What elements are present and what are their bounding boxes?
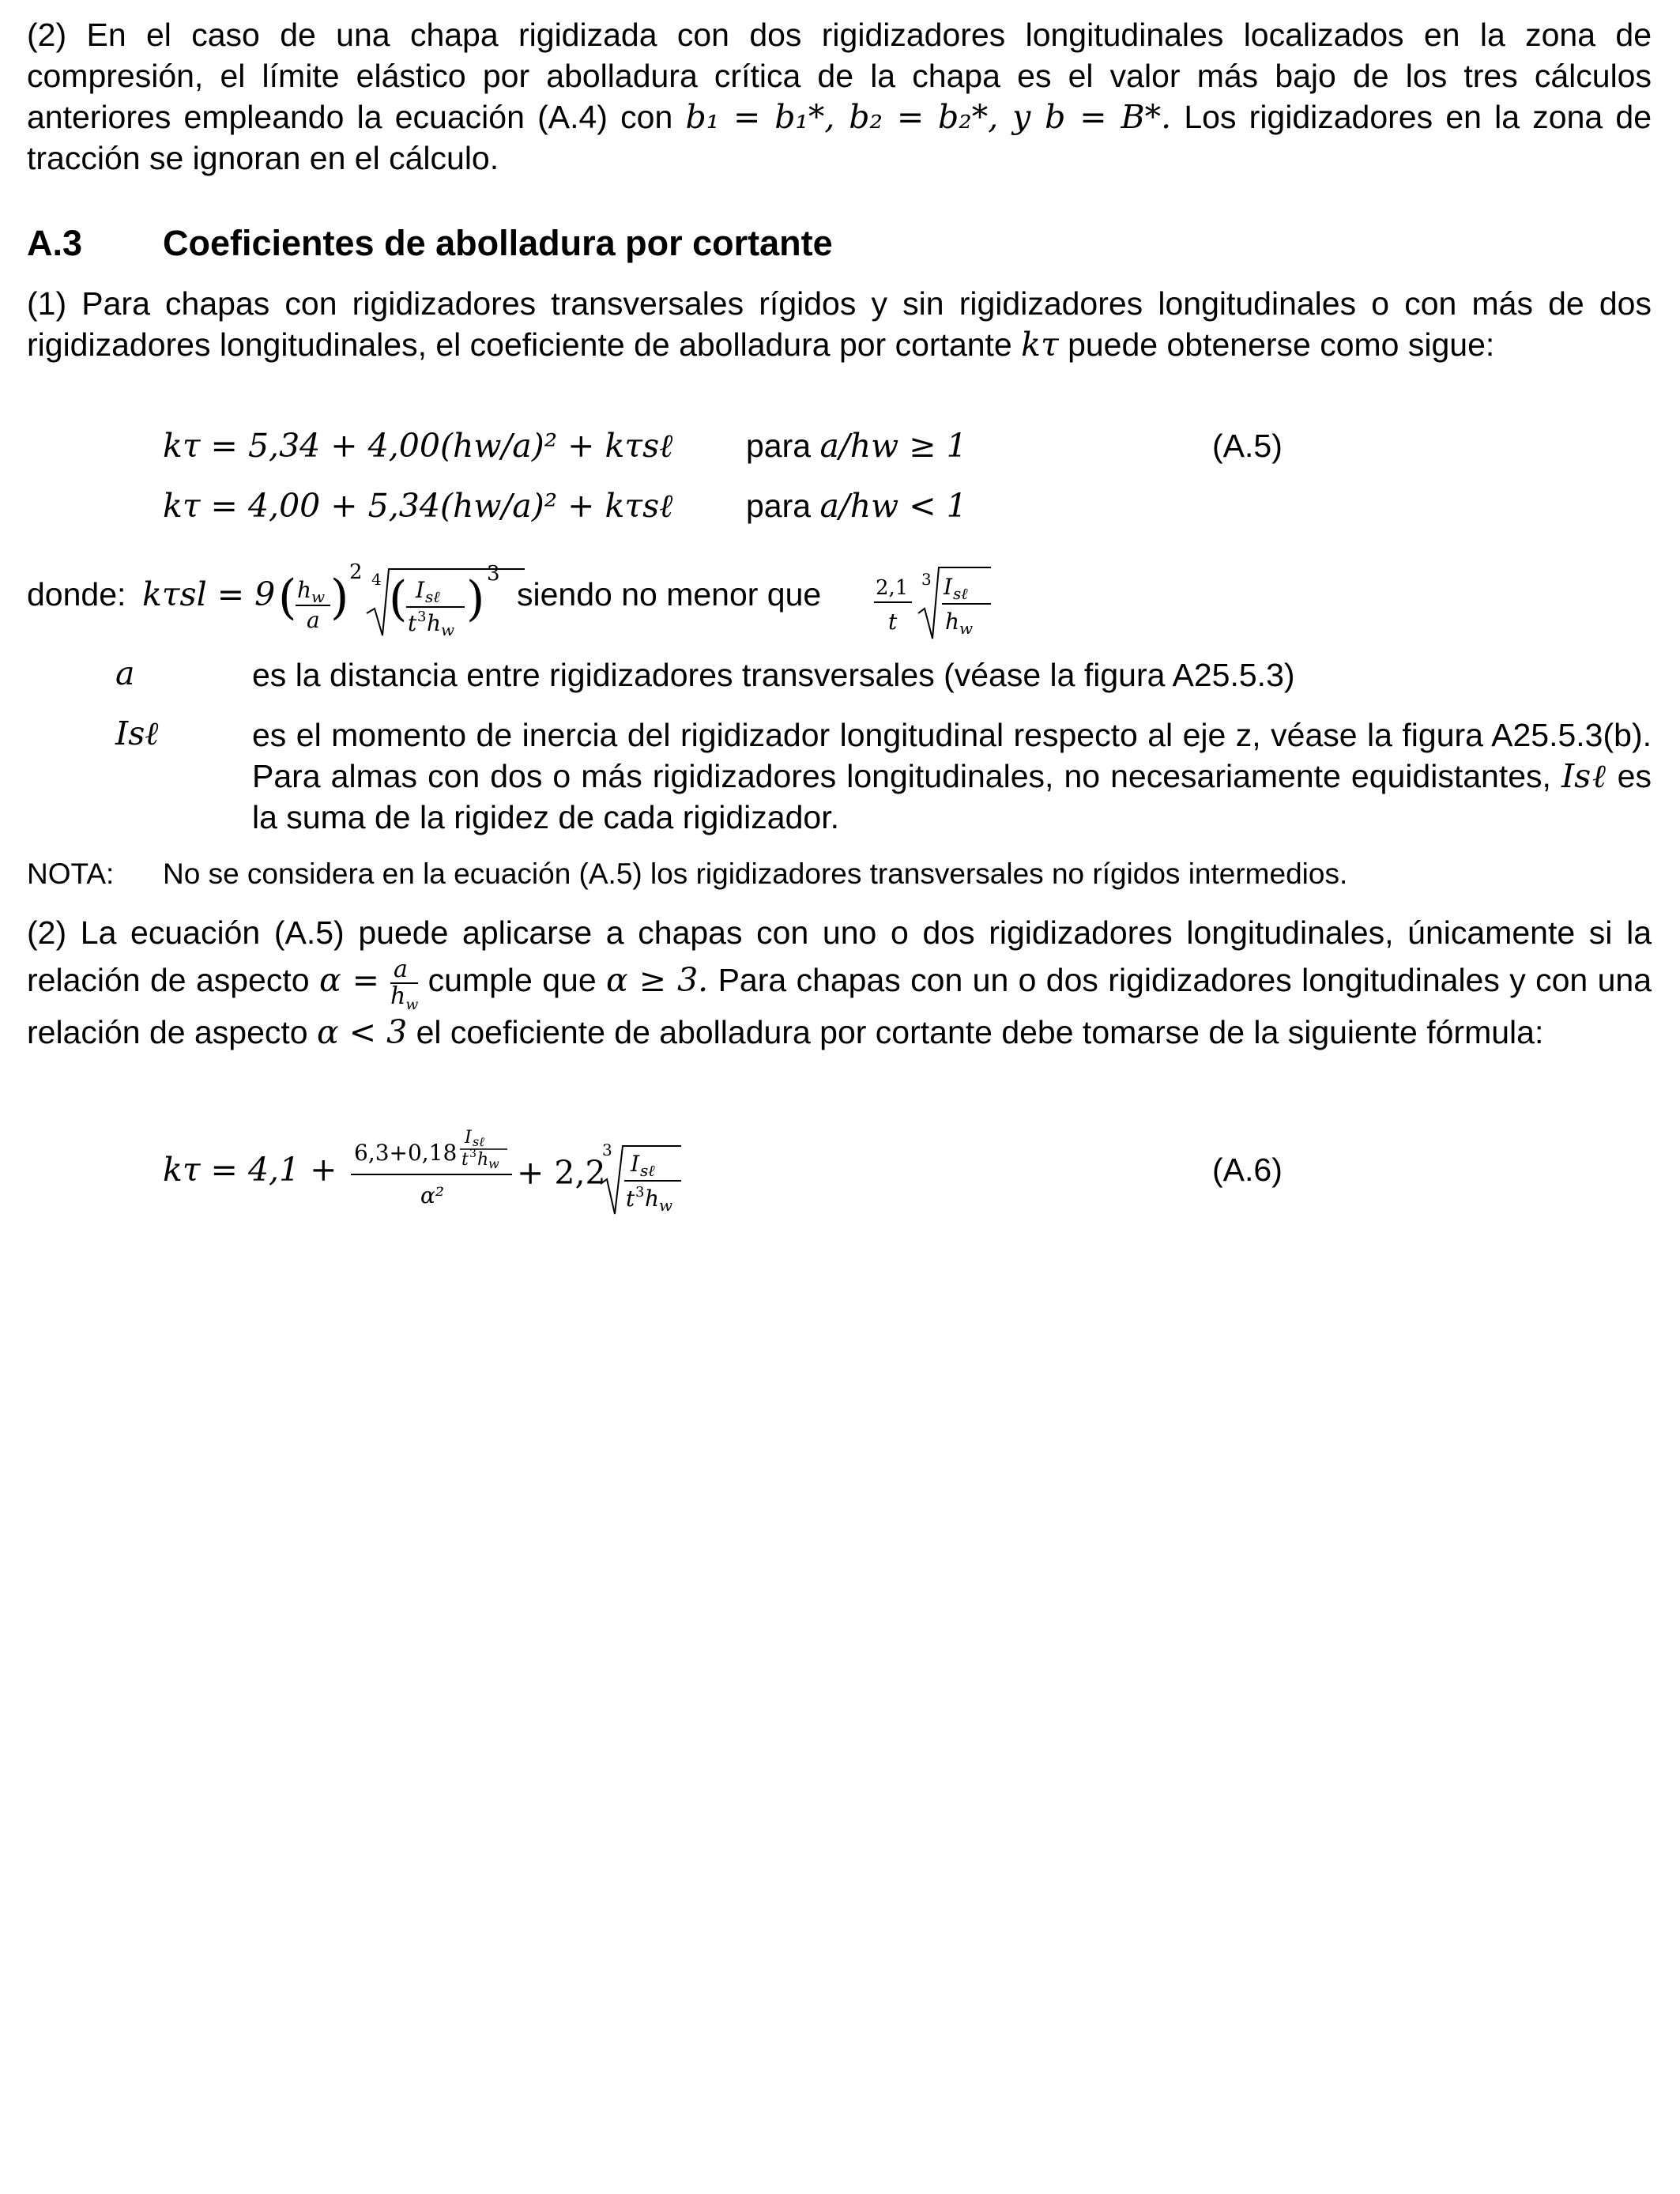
definition-isl-part-a: es el momento de inercia del rigidizador longitudinal respecto al eje z, véase la figura A25.5.3(b). Para almas con dos o más rigidizadores longitudinales, no necesariamente equidistantes,	[252, 717, 1652, 794]
svg-text:h: h	[477, 1150, 489, 1170]
a6-lhs: kτ = 4,1 +	[163, 1151, 337, 1189]
para1-lead: (1) Para chapas con rigidizadores transversales rígidos y sin rigidizadores longitudinales o con más de dos rigidizadores longitudinales, el coeficiente de abolladura por cortante	[27, 285, 1652, 363]
para2-tail2: el coeficiente de abolladura por cortante debe tomarse de la siguiente fórmula:	[407, 1014, 1544, 1050]
definition-isl-symbol-inline: Isℓ	[1561, 757, 1607, 795]
cond2-word: para	[746, 488, 812, 524]
svg-text:h: h	[645, 1186, 660, 1212]
equation-a5-label: (A.5)	[1212, 428, 1283, 464]
paragraph-a2-2	[27, 14, 1652, 179]
equation-a6-label: (A.6)	[1212, 1152, 1283, 1188]
donde-mid-text: siendo no menor que	[517, 576, 822, 613]
svg-text:3: 3	[602, 1140, 612, 1159]
para-a2-math: b₁ = b₁*, b₂ = b₂*, y b = B*.	[685, 98, 1172, 136]
svg-text:3: 3	[635, 1184, 645, 1201]
nota-label: NOTA:	[27, 858, 115, 890]
aspect-fraction: $\frac{a}{h_w}$	[390, 956, 419, 1013]
svg-text:sℓ: sℓ	[640, 1161, 655, 1180]
definition-symbol-a: a	[115, 654, 135, 692]
svg-text:3: 3	[417, 609, 427, 625]
para1-symbol: kτ	[1021, 326, 1059, 364]
para2-cond: α ≥ 3.	[606, 961, 709, 999]
para1-tail: puede obtenerse como sigue:	[1058, 326, 1495, 363]
svg-text:I: I	[416, 577, 425, 603]
cond1-word: para	[746, 428, 812, 464]
donde-lhs: kτsl = 9	[142, 575, 276, 613]
paragraph-2	[27, 909, 1652, 1056]
definition-symbol-isl: Isℓ	[115, 714, 159, 752]
svg-text:3: 3	[469, 1148, 477, 1160]
svg-text:w: w	[441, 620, 455, 639]
para2-lead: (2) La ecuación (A.5) puede aplicarse a chapas con uno o dos rigidizadores longitudinales, únicamente si la relación de aspecto	[27, 914, 1652, 998]
svg-text:sℓ: sℓ	[425, 587, 440, 606]
svg-text:2: 2	[349, 560, 363, 584]
equation-a5-line1: kτ = 5,34 + 4,00(hw/a)² + kτsℓ	[163, 427, 673, 465]
min-coef: 2,1	[876, 576, 909, 600]
svg-text:h: h	[297, 577, 312, 603]
definition-text-isl	[252, 714, 1652, 838]
svg-text:t: t	[408, 610, 417, 636]
para2-cond2: α < 3	[316, 1013, 408, 1051]
a6-den: α²	[420, 1182, 445, 1208]
svg-text:3: 3	[487, 562, 500, 586]
svg-text:I: I	[465, 1128, 472, 1148]
svg-text:): )	[330, 570, 349, 625]
svg-text:t: t	[626, 1186, 635, 1212]
para-a2-lead: (2) En el caso de una chapa rigidizada con dos rigidizadores longitudinales localizados en la zona de compresión, el límite elástico por abolladura crítica de la chapa es el valor más bajo de los tres cálculos anteriores empleando la ecuación (A.4) con	[27, 17, 1652, 135]
svg-text:3: 3	[921, 570, 932, 589]
para2-mid: cumple que	[418, 962, 606, 998]
svg-text:(: (	[389, 571, 408, 627]
para2-alpha-eq: α = $\frac{a}{h_w}$	[318, 956, 419, 1013]
para2-tail1: Para chapas con un o dos rigidizadores longitudinales y con una relación de aspecto	[27, 962, 1652, 1050]
section-heading	[27, 221, 833, 266]
svg-text:sℓ: sℓ	[953, 584, 968, 603]
svg-text:w: w	[659, 1196, 673, 1215]
svg-text:w: w	[311, 587, 326, 606]
svg-text:4: 4	[371, 570, 382, 589]
svg-text:w: w	[959, 619, 974, 638]
section-title: Coeficientes de abolladura por cortante	[163, 223, 833, 263]
nota-text: No se considera en la ecuación (A.5) los rigidizadores transversales no rígidos intermedios.	[163, 858, 1348, 890]
svg-text:): )	[466, 571, 485, 627]
section-number: A.3	[27, 223, 83, 263]
svg-text:t: t	[461, 1150, 469, 1170]
cond2-math: a/hw < 1	[819, 487, 967, 525]
equation-a5-line2: kτ = 4,00 + 5,34(hw/a)² + kτsℓ	[163, 487, 673, 525]
cond1-math: a/hw ≥ 1	[819, 427, 967, 465]
svg-text:w: w	[488, 1156, 499, 1171]
equation-a5-cond2	[746, 485, 967, 526]
a6-plus: + 2,2	[517, 1154, 606, 1192]
svg-text:I: I	[631, 1151, 640, 1177]
svg-text:h: h	[945, 609, 960, 635]
donde-min-graphic	[872, 556, 1015, 643]
svg-text:(: (	[278, 570, 297, 625]
para-a2-tail: Los rigidizadores en la zona de tracción se ignoran en el cálculo.	[27, 99, 1652, 176]
a6-formula-graphic	[349, 1116, 721, 1219]
a6-num-lead: 6,3+0,18	[354, 1140, 458, 1166]
definition-text-a: es la distancia entre rigidizadores transversales (véase la figura A25.5.3)	[252, 657, 1295, 693]
paragraph-1	[27, 283, 1652, 365]
svg-text:h: h	[427, 610, 442, 636]
donde-formula-graphic	[278, 556, 531, 643]
donde-word: donde:	[27, 576, 126, 613]
equation-a5-cond1	[746, 425, 967, 466]
svg-text:t: t	[888, 609, 898, 635]
svg-text:a: a	[307, 607, 320, 633]
svg-text:sℓ: sℓ	[473, 1134, 484, 1149]
svg-text:I: I	[944, 574, 953, 600]
definition-isl-part-b: es la suma de la rigidez de cada rigidizador.	[252, 758, 1652, 835]
